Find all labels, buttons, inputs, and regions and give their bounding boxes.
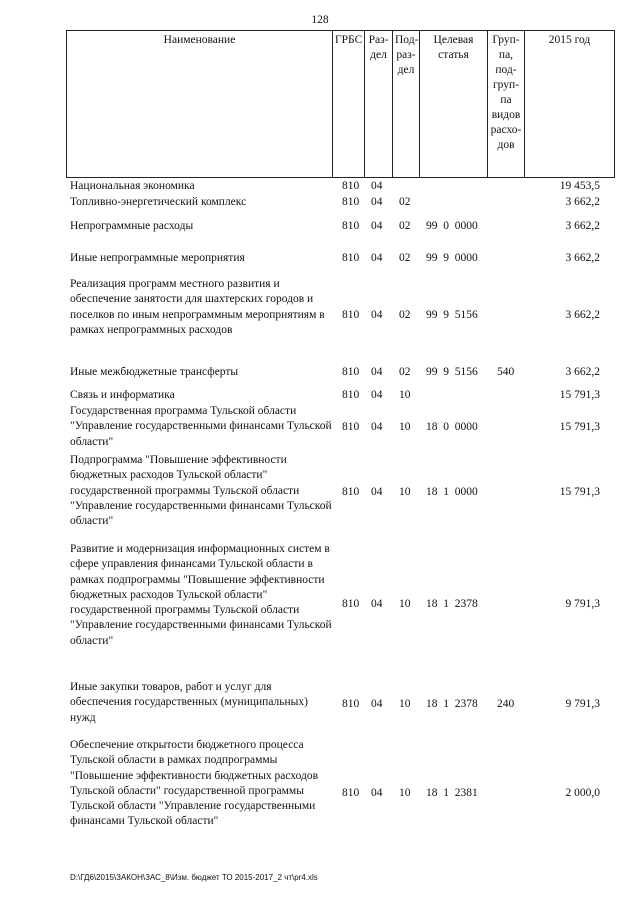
header-year: 2015 год [525, 31, 615, 178]
header-cs: Целевая статья [420, 31, 488, 178]
header-grbs: ГРБС [333, 31, 365, 178]
table-header [66, 30, 615, 178]
file-path-footer: D:\ГД6\2015\ЗАКОН\ЗАС_8\Изм. бюджет ТО 2015-2017_2 чт\pr4.xls [70, 873, 318, 882]
header-group: Груп- па, под- груп- па видов расхо- дов [488, 31, 525, 178]
header-razdel: Раз- дел [365, 31, 393, 178]
header-name: Наименование [67, 31, 333, 178]
page-number: 128 [311, 14, 329, 26]
header-podrazdel: Под- раз- дел [393, 31, 420, 178]
